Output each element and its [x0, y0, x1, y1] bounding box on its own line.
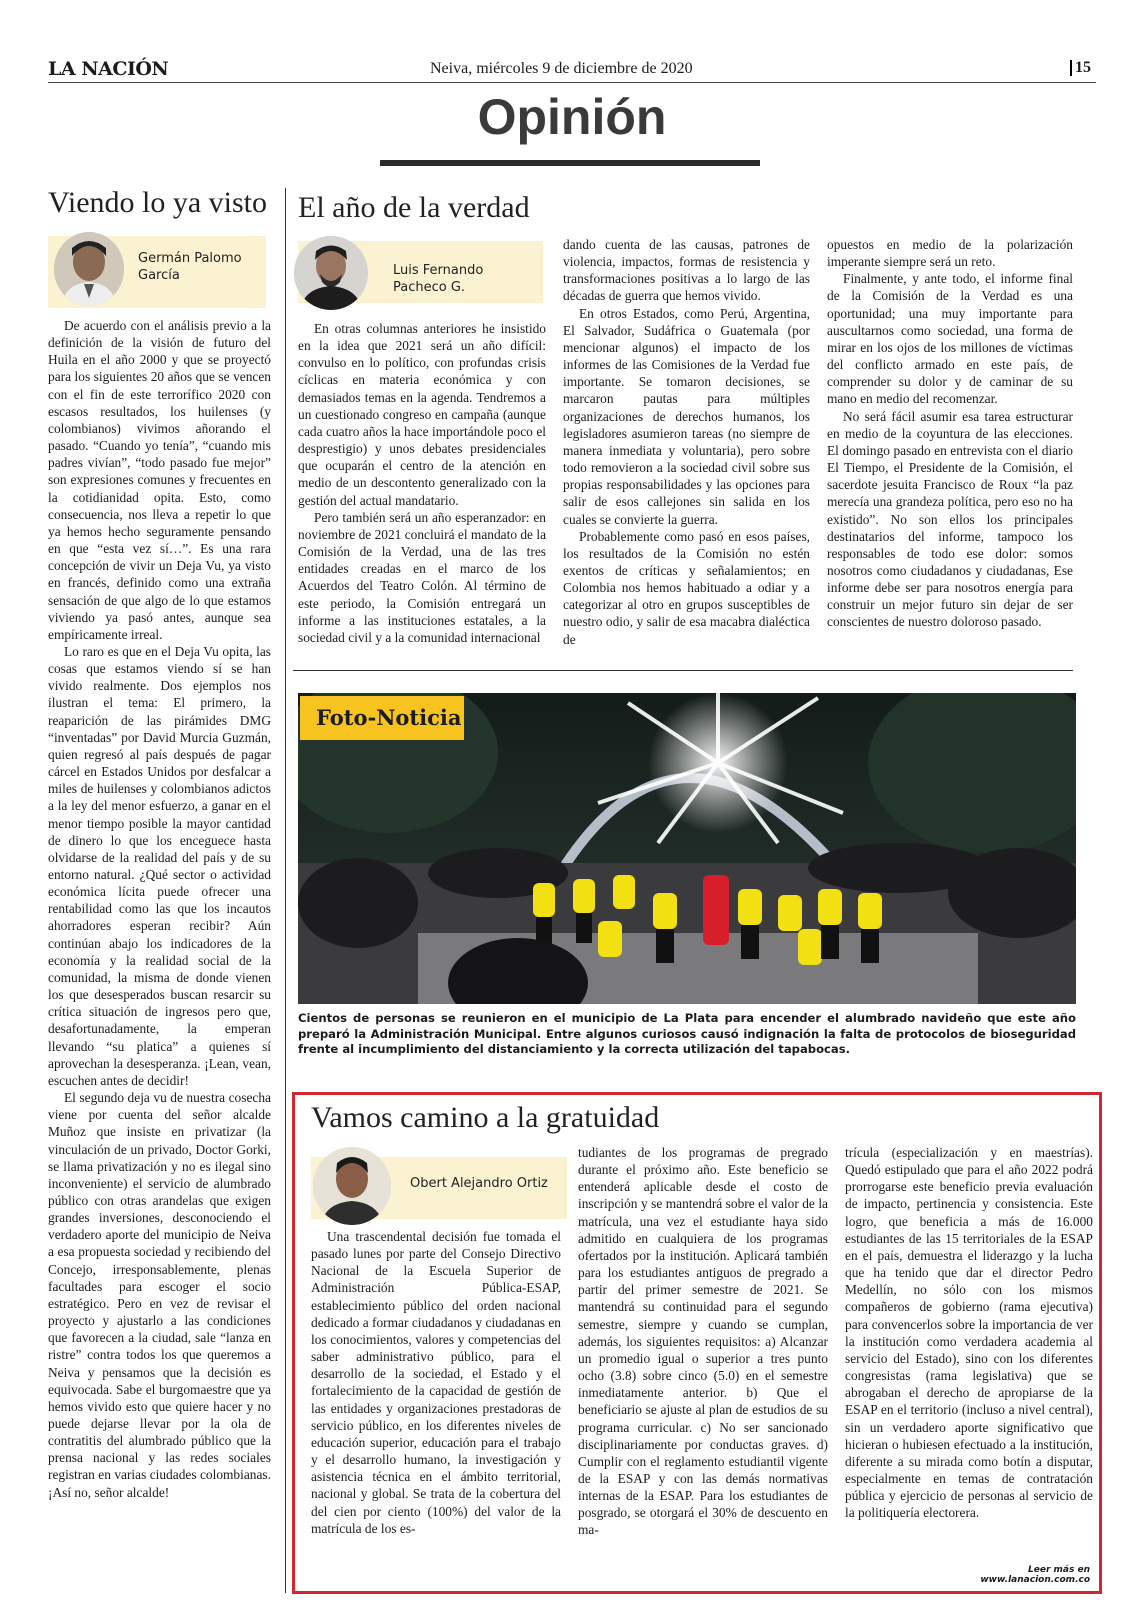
article2-author-name: Luis Fernando Pacheco G.	[393, 263, 484, 295]
article3-body-col2	[578, 1144, 828, 1586]
article2-body-col3	[827, 236, 1073, 666]
newspaper-logo: LA NACIÓN	[48, 58, 169, 80]
divider-left	[285, 188, 286, 1593]
article1-title: Viendo lo ya visto	[48, 186, 268, 219]
article3-paragraph: trícula (especialización y en maestrías). Quedó estipulado que para el año 2022 podrá prorrogarse este beneficio previa evaluación de impacto, pertinencia y consistencia. Este logro, que beneficia a más de 16.000 estudiantes de las 15 territoriales de la ESAP en el país, demuestra el liderazgo y la lucha que ha tenido que dar el director Pedro Medellín, no sólo con los mismos compañeros de gobierno (rama ejecutiva) para convencerlos sobre la importancia de ver la institución como verdadera academia al servicio del Estado), sino con los diferentes congresistas (rama legislativa) que se abrogaban el derecho de apropiarse de la ESAP en el territorio (incluso a nivel central), sin un verdadero aporte significativo que hicieran o hubiesen efectuado a la institución, diferente a su mirada como botín a disputar, especialmente en temas de contratación pública y ejercicio de personas al servicio de la politiquería electorera.	[845, 1145, 1093, 1521]
article2-paragraph: No será fácil asumir esa tarea estructurar en medio de la coyuntura de las elecciones. El domingo pasado en entrevista con el diario El Tiempo, el Presidente de la Comisión, el sacerdote jesuita Francisco de Roux “la paz merecía una grandeza política, pero eso no ha existido”. No son ellos los principales destinatarios del informe, tampoco los responsables de todo ese dolor: somos nosotros como ciudadanos y ciudadanas, Ese informe debe ser para nosotros energía para construir un mejor futuro sin dejar de ser conscientes de nuestro doloroso pasado.	[827, 408, 1073, 630]
article2-paragraph: Probablemente como pasó en esos países, los resultados de la Comisión no estén exentos de críticas y señalamientos; en Colombia nos hemos habituado a odiar y a categorizar al otro en grupos susceptibles de nuestro odio, y salir de esa macabra dialéctica de	[563, 528, 810, 647]
divider-photo-top	[293, 670, 1073, 671]
article3-author-name: Obert Alejandro Ortiz	[410, 1176, 548, 1191]
article3-paragraph: tudiantes de los programas de pregrado durante el próximo año. Este beneficio se entenderá aplicable desde el costo de inscripción y se mantendrá sobre el valor de la matrícula, una vez el estudiante haya sido admitido en cualquiera de los programas ofertados por la institución. Aplicará también para los estudiantes antiguos de pregrado a partir del primer semestre de 2021. Se mantendrá su continuidad para el segundo semestre, siempre y cuando se cumplan, además, los siguientes requisitos: a) Alcanzar un promedio igual o superior a tres punto ocho (3.8) sobre cinco (5.0) en el semestre inmediatamente anterior. b) Que el beneficiario se ajuste al plan de estudios de su programa curricular. c) No ser sancionado disciplinariamente por conductas graves. d) Cumplir con el reglamento estudiantil vigente de la ESAP y con las demás normativas internas de la ESAP. Para los estudiantes de posgrado, se otorgará el 30% de descuento en ma-	[578, 1145, 828, 1538]
edition-date: Neiva, miércoles 9 de diciembre de 2020	[430, 60, 693, 77]
article1-body	[48, 317, 271, 1587]
article2-paragraph: Finalmente, y ante todo, el informe final de la Comisión de la Verdad es una oportunidad; una muy importante para auscultarnos como sociedad, una forma de mirar en los ojos de los millones de víctimas del conflicto armado en este país, de comprender su dolor y de caminar de su mano en medio del recomenzar.	[827, 271, 1073, 407]
article2-paragraph: opuestos en medio de la polarización imperante siempre será un reto.	[827, 237, 1073, 270]
article2-paragraph: En otros Estados, como Perú, Argentina, El Salvador, Sudáfrica o Guatemala (por mencionar algunos) el impacto de los informes de las Comisiones de la Verdad fue importante. Se tomaron decisiones, se marcaron pautas para múltiples organizaciones de derechos humanos, los legisladores asumieron tareas (no siempre de manera inmediata y voluntaria), pero sobre todo removieron a la sociedad civil sobre sus propias responsabilidades y las opciones para salir de esos callejones sin salida en los cuales se convierte la guerra.	[563, 305, 810, 527]
section-underline	[380, 160, 760, 166]
article1-author-photo	[54, 232, 124, 306]
article3-paragraph: Una trascendental decisión fue tomada el pasado lunes por parte del Consejo Directivo Nacional de la Escuela Superior de Administración Pública-ESAP, establecimiento público del orden nacional dedicado a formar ciudadanos y ciudadanas en los conocimientos, valores y competencias del saber administrativo público, para el desarrollo de la sociedad, el Estado y el fortalecimiento de la capacidad de gestión de las entidades y organizaciones prestadoras de servicio público, en los diferentes niveles de educación superior, educación para el trabajo y el desarrollo humano, la investigación y asistencia técnica en el ámbito territorial, nacional y global. Se trata de la cobertura del del cien por ciento (100%) del valor de la matrícula de los es-	[311, 1229, 561, 1536]
photo-news-tag: Foto-Noticia	[300, 696, 464, 740]
article1-paragraph: Lo raro es que en el Deja Vu opita, las cosas que estamos viendo sí se han vivido realmente. Dos ejemplos nos ilustran el tema: El primero, la reaparición de las pirámides DMG “inventadas” por David Murcia Guzmán, quien regresó al país después de pagar cárcel en Estados Unidos por desfalcar a miles de huilenses y colombianos adictos a la ley del menor esfuerzo, a ganar en el menor tiempo posible la mayor cantidad de dinero lo que los enceguece hasta olvidarse de la realidad del país y de su entorno natural. ¿Qué sector o actividad económica lícita puede ofrecer una rentabilidad como las que los incautos ahorradores esperan recibir? Aún continúan abajo los indicadores de la economía y la realidad social de la comunidad, la misma de donde vienen los que desesperados buscan resarcir su crítica situación de ingresos pero que, desafortunadamente, la emperan llevando “su platica” a quienes sí aprovechan la desesperanza. ¡Lean, vean, escuchen antes de decidir!	[48, 643, 271, 1088]
article2-paragraph: dando cuenta de las causas, patrones de violencia, impactos, formas de resistencia y transformaciones positivas a lo largo de las décadas de guerra que hemos vivido.	[563, 237, 810, 304]
section-title: Opinión	[477, 89, 667, 145]
article1-author-name: Germán Palomo García	[138, 251, 242, 283]
article1-paragraph: De acuerdo con el análisis previo a la definición de la visión de futuro del Huila en el año 2000 y que se proyectó para los siguientes 20 años que se vencen con el fin de este terrorífico 2020 con escasos resultados, los huilenses (y colombianos) vivimos añorando el pasado. “Cuando yo tenía”, “cuando mis padres vivían”, “todo pasado fue mejor” son expresiones comunes y frecuentes en la cotidianidad opita. Esto, como consecuencia, nos lleva a repetir lo que ya hemos hecho seguramente pensando en que “esta vez sí…”. Es una rara concepción de vivir un Deja Vu, ya visto en francés, definido como una extraña sensación de que algo de lo que estamos viviendo ya pasó antes, aunque sea empíricamente irreal.	[48, 318, 271, 642]
article2-body-col1	[298, 320, 546, 666]
article2-paragraph: En otras columnas anteriores he insistido en la idea que 2021 será un año difícil: convulso en lo político, con profundas crisis cíclicas en materia económica y con demasiados temas en la agenda. Tendremos a un cuestionado congreso en campaña (aunque cada cuatro años la hace importándole poco el desprestigio) y unos debates presidenciales que ocuparán el centro de la atención en medio de un descontento generalizado con la gestión del actual mandatario.	[298, 321, 546, 508]
article3-body-col3	[845, 1144, 1093, 1564]
article1-paragraph: El segundo deja vu de nuestra cosecha viene por cuenta del señor alcalde Muñoz que insiste en privatizar (la vinculación de un privado, Doctor Gorki, se llama privatización y no es ilegal sino inconveniente) el servicio de alumbrado público con otras arandelas que exigen grandes inversiones, desconociendo el verdadero aporte del municipio de Neiva a esa propuesta sociedad y recibiendo del Concejo, irresponsablemente, plenas facultades para escoger el socio estratégico. Pero en vez de revisar el proyecto y ajustarlo a las condiciones que favorecen a la ciudad, sale “lanza en ristre” contra todos los que queremos a Neiva y pensamos que la decisión es equivocada. Sabe el burgomaestre que ya hemos vivido esto que quiere hacer y no puede dejarse llevar por la ola de contratitis del alumbrado público que la prensa nacional y las redes sociales registran en varias ciudades colombianas. ¡Así no, señor alcalde!	[48, 1090, 271, 1500]
article2-title: El año de la verdad	[298, 191, 530, 224]
article3-title: Vamos camino a la gratuidad	[311, 1101, 660, 1134]
read-more-link[interactable]: Leer más en www.lanacion.com.co	[980, 1565, 1090, 1585]
article3-body-col1	[311, 1228, 561, 1586]
article2-body-col2	[563, 236, 810, 666]
header-rule	[48, 82, 1096, 83]
article2-paragraph: Pero también será un año esperanzador: en noviembre de 2021 concluirá el mandato de la Comisión de la Verdad, una de las tres entidades creadas en el marco de los Acuerdos del Teatro Colón. Al término de este periodo, la Comisión entregará un informe a las instituciones estatales, a la sociedad civil y a la comunidad internacional	[298, 509, 546, 645]
article2-author-photo	[294, 236, 368, 310]
article3-author-photo	[313, 1147, 391, 1225]
photo-caption: Cientos de personas se reunieron en el municipio de La Plata para encender el alumbrado navideño que este año preparó la Administración Municipal. Entre algunos curiosos causó indignación la falta de protocolos de bioseguridad frente al incumplimiento del distanciamiento y la correcta utilización del tapabocas.	[298, 1011, 1076, 1056]
page-number: 15	[1070, 60, 1091, 76]
